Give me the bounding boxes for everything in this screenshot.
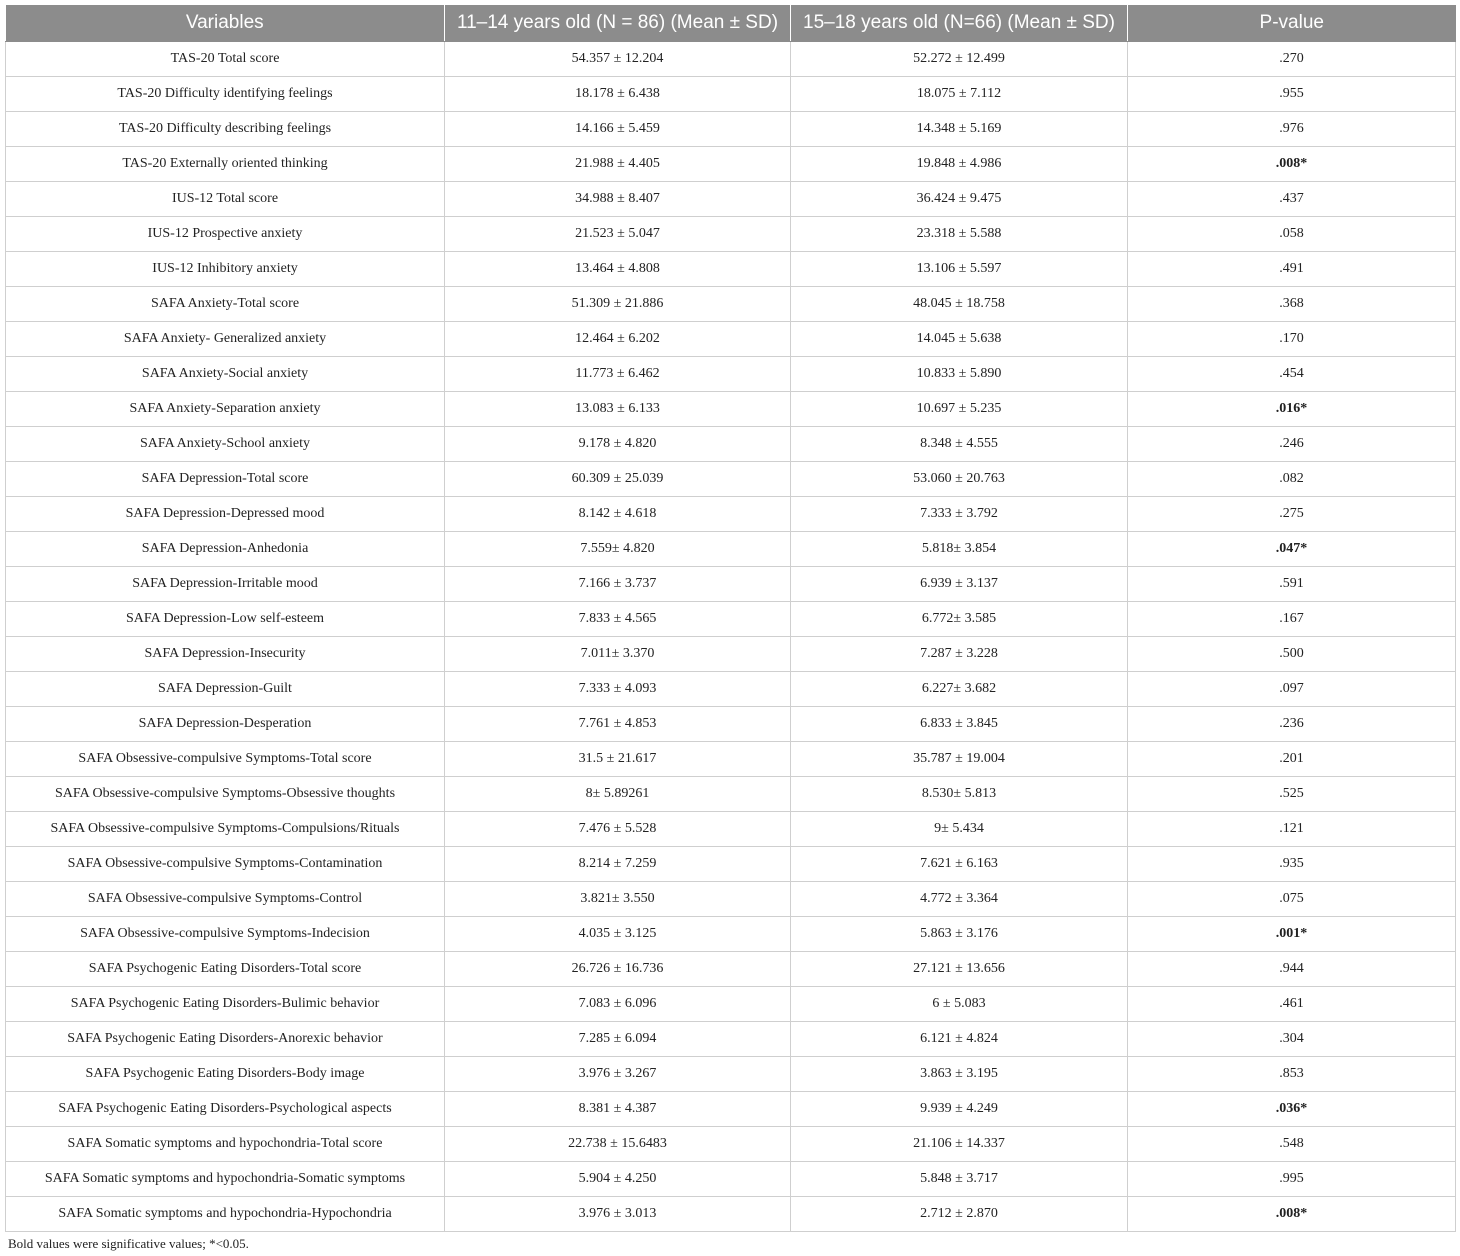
table-header (6, 5, 1456, 42)
table-row (6, 217, 1456, 252)
younger-group-cell: 54.357 ± 12.204 (445, 42, 791, 77)
table-row (6, 777, 1456, 812)
older-group-cell: 21.106 ± 14.337 (791, 1127, 1128, 1162)
variable-cell: IUS-12 Prospective anxiety (6, 217, 445, 252)
p-value-cell: .525 (1128, 777, 1456, 812)
p-value-cell: .454 (1128, 357, 1456, 392)
p-value-cell: .201 (1128, 742, 1456, 777)
footnote: Bold values were significative values; *<0.05. (8, 1236, 249, 1251)
p-value-cell: .016* (1128, 392, 1456, 427)
older-group-cell: 18.075 ± 7.112 (791, 77, 1128, 112)
table-row (6, 952, 1456, 987)
variable-cell: SAFA Somatic symptoms and hypochondria-Total score (6, 1127, 445, 1162)
variable-cell: SAFA Depression-Irritable mood (6, 567, 445, 602)
table-row (6, 567, 1456, 602)
younger-group-cell: 3.976 ± 3.013 (445, 1197, 791, 1232)
table-row (6, 742, 1456, 777)
variable-cell: SAFA Obsessive-compulsive Symptoms-Contamination (6, 847, 445, 882)
younger-group-cell: 7.166 ± 3.737 (445, 567, 791, 602)
younger-group-cell: 9.178 ± 4.820 (445, 427, 791, 462)
variable-cell: SAFA Somatic symptoms and hypochondria-Hypochondria (6, 1197, 445, 1232)
older-group-cell: 10.697 ± 5.235 (791, 392, 1128, 427)
variable-cell: SAFA Depression-Insecurity (6, 637, 445, 672)
variable-cell: SAFA Obsessive-compulsive Symptoms-Indecision (6, 917, 445, 952)
header-row (6, 5, 1456, 42)
younger-group-cell: 11.773 ± 6.462 (445, 357, 791, 392)
older-group-cell: 53.060 ± 20.763 (791, 462, 1128, 497)
younger-group-cell: 18.178 ± 6.438 (445, 77, 791, 112)
younger-group-cell: 7.761 ± 4.853 (445, 707, 791, 742)
variable-cell: SAFA Psychogenic Eating Disorders-Bulimic behavior (6, 987, 445, 1022)
variable-cell: TAS-20 Difficulty identifying feelings (6, 77, 445, 112)
table-body (6, 42, 1456, 1232)
younger-group-cell: 7.285 ± 6.094 (445, 1022, 791, 1057)
variable-cell: SAFA Obsessive-compulsive Symptoms-Total score (6, 742, 445, 777)
p-value-cell: .853 (1128, 1057, 1456, 1092)
younger-group-cell: 8.381 ± 4.387 (445, 1092, 791, 1127)
p-value-cell: .500 (1128, 637, 1456, 672)
older-group-cell: 27.121 ± 13.656 (791, 952, 1128, 987)
variable-cell: SAFA Psychogenic Eating Disorders-Total score (6, 952, 445, 987)
older-group-cell: 35.787 ± 19.004 (791, 742, 1128, 777)
p-value-cell: .935 (1128, 847, 1456, 882)
p-value-cell: .995 (1128, 1162, 1456, 1197)
older-group-cell: 7.287 ± 3.228 (791, 637, 1128, 672)
older-group-cell: 5.818± 3.854 (791, 532, 1128, 567)
p-value-cell: .008* (1128, 147, 1456, 182)
p-value-cell: .170 (1128, 322, 1456, 357)
p-value-cell: .304 (1128, 1022, 1456, 1057)
older-group-cell: 7.621 ± 6.163 (791, 847, 1128, 882)
variable-cell: SAFA Depression-Depressed mood (6, 497, 445, 532)
table-row (6, 462, 1456, 497)
older-group-cell: 6 ± 5.083 (791, 987, 1128, 1022)
younger-group-cell: 8.214 ± 7.259 (445, 847, 791, 882)
p-value-cell: .461 (1128, 987, 1456, 1022)
p-value-cell: .058 (1128, 217, 1456, 252)
table-row (6, 637, 1456, 672)
table-row (6, 1092, 1456, 1127)
variable-cell: SAFA Somatic symptoms and hypochondria-Somatic symptoms (6, 1162, 445, 1197)
variable-cell: SAFA Obsessive-compulsive Symptoms-Control (6, 882, 445, 917)
younger-group-cell: 4.035 ± 3.125 (445, 917, 791, 952)
table-row (6, 882, 1456, 917)
younger-group-cell: 7.559± 4.820 (445, 532, 791, 567)
variable-cell: SAFA Anxiety-Total score (6, 287, 445, 322)
older-group-cell: 23.318 ± 5.588 (791, 217, 1128, 252)
younger-group-cell: 31.5 ± 21.617 (445, 742, 791, 777)
header-group-15-18: 15–18 years old (N=66) (Mean ± SD) (791, 5, 1128, 42)
older-group-cell: 8.348 ± 4.555 (791, 427, 1128, 462)
p-value-cell: .491 (1128, 252, 1456, 287)
older-group-cell: 13.106 ± 5.597 (791, 252, 1128, 287)
table-row (6, 812, 1456, 847)
p-value-cell: .236 (1128, 707, 1456, 742)
table-row (6, 1022, 1456, 1057)
older-group-cell: 6.939 ± 3.137 (791, 567, 1128, 602)
variable-cell: SAFA Depression-Desperation (6, 707, 445, 742)
variable-cell: SAFA Obsessive-compulsive Symptoms-Obsessive thoughts (6, 777, 445, 812)
older-group-cell: 9.939 ± 4.249 (791, 1092, 1128, 1127)
table-container (5, 5, 1455, 1232)
younger-group-cell: 5.904 ± 4.250 (445, 1162, 791, 1197)
variable-cell: IUS-12 Total score (6, 182, 445, 217)
variable-cell: TAS-20 Total score (6, 42, 445, 77)
table-row (6, 532, 1456, 567)
older-group-cell: 5.863 ± 3.176 (791, 917, 1128, 952)
table-row (6, 987, 1456, 1022)
table-row (6, 182, 1456, 217)
table-row (6, 147, 1456, 182)
younger-group-cell: 3.976 ± 3.267 (445, 1057, 791, 1092)
table-row (6, 602, 1456, 637)
variable-cell: SAFA Anxiety-Social anxiety (6, 357, 445, 392)
p-value-cell: .246 (1128, 427, 1456, 462)
older-group-cell: 6.121 ± 4.824 (791, 1022, 1128, 1057)
p-value-cell: .097 (1128, 672, 1456, 707)
younger-group-cell: 14.166 ± 5.459 (445, 112, 791, 147)
younger-group-cell: 7.083 ± 6.096 (445, 987, 791, 1022)
older-group-cell: 36.424 ± 9.475 (791, 182, 1128, 217)
older-group-cell: 7.333 ± 3.792 (791, 497, 1128, 532)
older-group-cell: 14.045 ± 5.638 (791, 322, 1128, 357)
p-value-cell: .944 (1128, 952, 1456, 987)
table-row (6, 917, 1456, 952)
p-value-cell: .001* (1128, 917, 1456, 952)
older-group-cell: 14.348 ± 5.169 (791, 112, 1128, 147)
older-group-cell: 5.848 ± 3.717 (791, 1162, 1128, 1197)
variable-cell: IUS-12 Inhibitory anxiety (6, 252, 445, 287)
table-row (6, 1162, 1456, 1197)
variable-cell: SAFA Anxiety-Separation anxiety (6, 392, 445, 427)
older-group-cell: 10.833 ± 5.890 (791, 357, 1128, 392)
younger-group-cell: 13.464 ± 4.808 (445, 252, 791, 287)
older-group-cell: 19.848 ± 4.986 (791, 147, 1128, 182)
younger-group-cell: 34.988 ± 8.407 (445, 182, 791, 217)
table-row (6, 77, 1456, 112)
older-group-cell: 6.833 ± 3.845 (791, 707, 1128, 742)
p-value-cell: .047* (1128, 532, 1456, 567)
header-p-value: P-value (1128, 5, 1456, 42)
table-row (6, 707, 1456, 742)
table-row (6, 1197, 1456, 1232)
table-row (6, 392, 1456, 427)
younger-group-cell: 7.476 ± 5.528 (445, 812, 791, 847)
p-value-cell: .270 (1128, 42, 1456, 77)
table-row (6, 357, 1456, 392)
variable-cell: SAFA Psychogenic Eating Disorders-Anorexic behavior (6, 1022, 445, 1057)
variable-cell: SAFA Depression-Total score (6, 462, 445, 497)
older-group-cell: 2.712 ± 2.870 (791, 1197, 1128, 1232)
younger-group-cell: 3.821± 3.550 (445, 882, 791, 917)
variable-cell: TAS-20 Externally oriented thinking (6, 147, 445, 182)
variable-cell: SAFA Psychogenic Eating Disorders-Psychological aspects (6, 1092, 445, 1127)
younger-group-cell: 22.738 ± 15.6483 (445, 1127, 791, 1162)
p-value-cell: .548 (1128, 1127, 1456, 1162)
p-value-cell: .036* (1128, 1092, 1456, 1127)
p-value-cell: .082 (1128, 462, 1456, 497)
older-group-cell: 6.772± 3.585 (791, 602, 1128, 637)
older-group-cell: 8.530± 5.813 (791, 777, 1128, 812)
table-row (6, 1057, 1456, 1092)
variable-cell: SAFA Anxiety- Generalized anxiety (6, 322, 445, 357)
data-table (5, 5, 1456, 1232)
table-row (6, 672, 1456, 707)
p-value-cell: .976 (1128, 112, 1456, 147)
older-group-cell: 6.227± 3.682 (791, 672, 1128, 707)
p-value-cell: .437 (1128, 182, 1456, 217)
older-group-cell: 3.863 ± 3.195 (791, 1057, 1128, 1092)
younger-group-cell: 8.142 ± 4.618 (445, 497, 791, 532)
table-row (6, 1127, 1456, 1162)
p-value-cell: .955 (1128, 77, 1456, 112)
older-group-cell: 4.772 ± 3.364 (791, 882, 1128, 917)
variable-cell: SAFA Obsessive-compulsive Symptoms-Compulsions/Rituals (6, 812, 445, 847)
p-value-cell: .167 (1128, 602, 1456, 637)
p-value-cell: .075 (1128, 882, 1456, 917)
variable-cell: SAFA Depression-Low self-esteem (6, 602, 445, 637)
younger-group-cell: 51.309 ± 21.886 (445, 287, 791, 322)
header-group-11-14: 11–14 years old (N = 86) (Mean ± SD) (445, 5, 791, 42)
table-row (6, 847, 1456, 882)
variable-cell: SAFA Psychogenic Eating Disorders-Body image (6, 1057, 445, 1092)
header-variables: Variables (6, 5, 445, 42)
p-value-cell: .368 (1128, 287, 1456, 322)
p-value-cell: .008* (1128, 1197, 1456, 1232)
variable-cell: SAFA Anxiety-School anxiety (6, 427, 445, 462)
table-row (6, 252, 1456, 287)
table-row (6, 497, 1456, 532)
younger-group-cell: 13.083 ± 6.133 (445, 392, 791, 427)
younger-group-cell: 8± 5.89261 (445, 777, 791, 812)
older-group-cell: 9± 5.434 (791, 812, 1128, 847)
variable-cell: TAS-20 Difficulty describing feelings (6, 112, 445, 147)
table-row (6, 42, 1456, 77)
table-row (6, 112, 1456, 147)
table-row (6, 287, 1456, 322)
younger-group-cell: 7.011± 3.370 (445, 637, 791, 672)
older-group-cell: 52.272 ± 12.499 (791, 42, 1128, 77)
younger-group-cell: 12.464 ± 6.202 (445, 322, 791, 357)
younger-group-cell: 60.309 ± 25.039 (445, 462, 791, 497)
younger-group-cell: 7.833 ± 4.565 (445, 602, 791, 637)
p-value-cell: .121 (1128, 812, 1456, 847)
younger-group-cell: 21.523 ± 5.047 (445, 217, 791, 252)
variable-cell: SAFA Depression-Anhedonia (6, 532, 445, 567)
younger-group-cell: 26.726 ± 16.736 (445, 952, 791, 987)
younger-group-cell: 21.988 ± 4.405 (445, 147, 791, 182)
older-group-cell: 48.045 ± 18.758 (791, 287, 1128, 322)
table-row (6, 322, 1456, 357)
p-value-cell: .275 (1128, 497, 1456, 532)
variable-cell: SAFA Depression-Guilt (6, 672, 445, 707)
table-row (6, 427, 1456, 462)
p-value-cell: .591 (1128, 567, 1456, 602)
younger-group-cell: 7.333 ± 4.093 (445, 672, 791, 707)
